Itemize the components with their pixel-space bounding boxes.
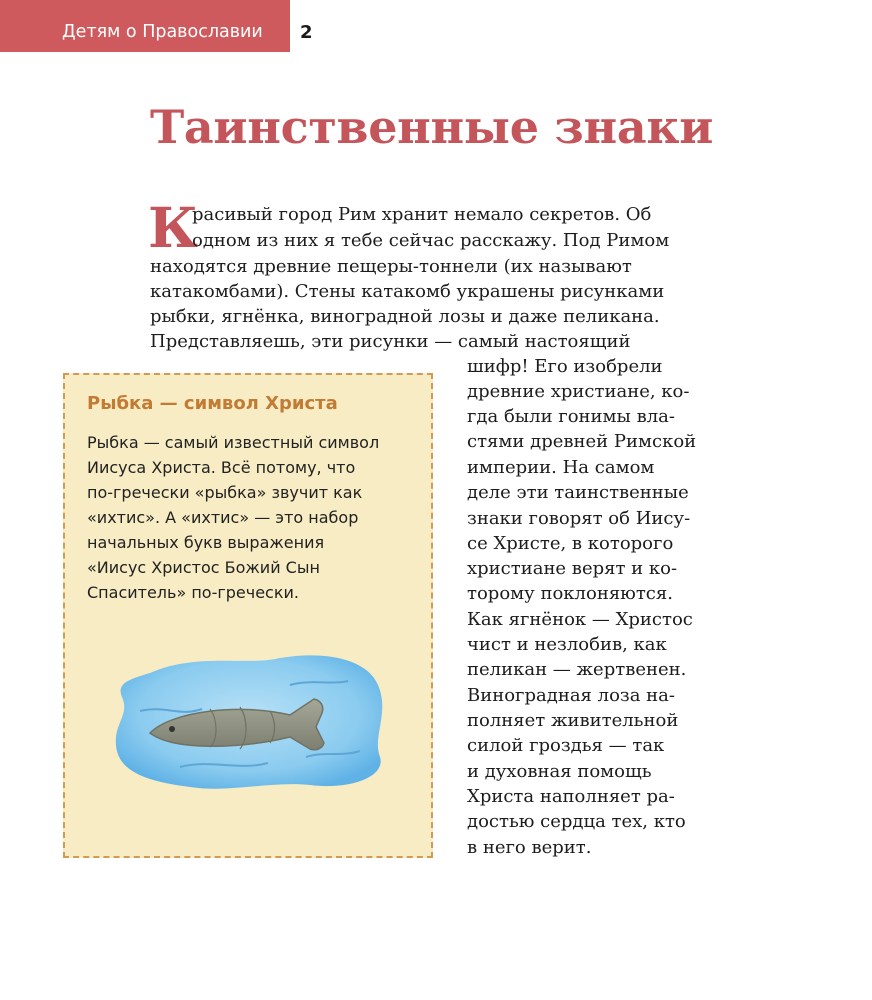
sidebar-title: Рыбка — символ Христа bbox=[87, 393, 338, 414]
body-line: в него верит. bbox=[467, 837, 592, 858]
sidebar-line: начальных букв выражения bbox=[87, 533, 325, 552]
body-line: рыбки, ягнёнка, виноградной лозы и даже пеликана. bbox=[150, 306, 660, 327]
body-line: гда были гонимы вла- bbox=[467, 406, 675, 427]
body-line: катакомбами). Стены катакомб украшены рисунками bbox=[150, 281, 665, 302]
sidebar-line: по-гречески «рыбка» звучит как bbox=[87, 483, 363, 502]
page-title: Таинственные знаки bbox=[150, 100, 714, 154]
body-line: се Христе, в которого bbox=[467, 533, 674, 554]
body-line: и духовная помощь bbox=[467, 761, 652, 782]
body-line: одном из них я тебе сейчас расскажу. Под Римом bbox=[192, 230, 670, 251]
body-line: Как ягнёнок — Христос bbox=[467, 609, 693, 630]
body-line: стями древней Римской bbox=[467, 431, 697, 452]
sidebar-line: Иисуса Христа. Всё потому, что bbox=[87, 458, 356, 477]
sidebar-line: Рыбка — самый известный символ bbox=[87, 433, 380, 452]
body-line: достью сердца тех, кто bbox=[467, 811, 686, 832]
sidebar-line: «ихтис». А «ихтис» — это набор bbox=[87, 508, 359, 527]
body-line: знаки говорят об Иису- bbox=[467, 508, 691, 529]
fish-in-water-icon bbox=[110, 645, 390, 795]
sidebar-line: «Иисус Христос Божий Сын bbox=[87, 558, 320, 577]
body-line: христиане верят и ко- bbox=[467, 558, 678, 579]
body-line: полняет живительной bbox=[467, 710, 679, 731]
body-line: древние христиане, ко- bbox=[467, 381, 690, 402]
body-line: чист и незлобив, как bbox=[467, 634, 667, 655]
body-line: торому поклоняются. bbox=[467, 583, 673, 604]
body-line: империи. На самом bbox=[467, 457, 655, 478]
section-title: Детям о Православии bbox=[62, 22, 263, 42]
sidebar-line: Спаситель» по-гречески. bbox=[87, 583, 299, 602]
body-line: находятся древние пещеры-тоннели (их называют bbox=[150, 256, 632, 277]
body-line: Виноградная лоза на- bbox=[467, 685, 675, 706]
body-line: шифр! Его изобрели bbox=[467, 356, 663, 377]
page-number: 2 bbox=[300, 22, 313, 43]
body-line: Представляешь, эти рисунки — самый настоящий bbox=[150, 331, 631, 352]
body-line: Христа наполняет ра- bbox=[467, 786, 675, 807]
drop-cap: К bbox=[148, 195, 199, 260]
body-line: пеликан — жертвенен. bbox=[467, 659, 687, 680]
body-line: расивый город Рим хранит немало секретов. Об bbox=[192, 204, 652, 225]
body-line: силой гроздья — так bbox=[467, 735, 665, 756]
header-band bbox=[0, 0, 290, 52]
body-line: деле эти таинственные bbox=[467, 482, 689, 503]
